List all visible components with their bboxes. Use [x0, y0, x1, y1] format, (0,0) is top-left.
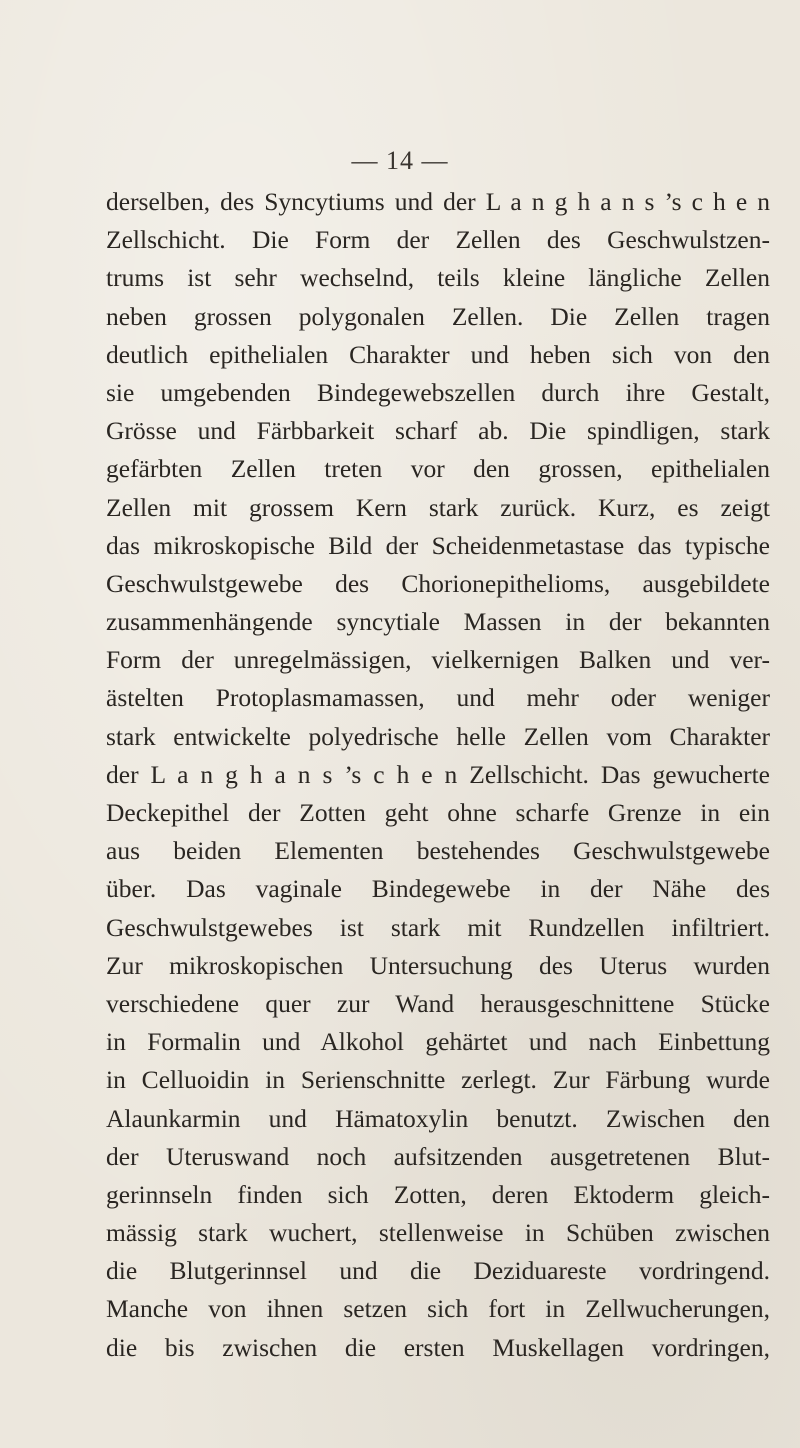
text-line: die Blutgerinnsel und die Deziduareste vordringend.	[106, 1256, 770, 1286]
text-line: trums ist sehr wechselnd, teils kleine längliche Zellen	[106, 263, 770, 293]
text-line: Zellschicht. Die Form der Zellen des Geschwulstzen-	[106, 225, 770, 255]
page-number: — 14 —	[351, 146, 449, 175]
text-line: sie umgebenden Bindegewebszellen durch ihre Gestalt,	[106, 377, 770, 407]
text-line: mässig stark wuchert, stellenweise in Schüben zwischen	[106, 1218, 770, 1248]
text-line: ästelten Protoplasmamassen, und mehr oder weniger	[106, 683, 770, 713]
text-line: zusammenhängende syncytiale Massen in der bekannten	[106, 607, 770, 637]
body-text	[106, 183, 770, 1367]
text-line: deutlich epithelialen Charakter und heben sich von den	[106, 339, 770, 369]
text-line: verschiedene quer zur Wand herausgeschnittene Stücke	[106, 988, 770, 1018]
text-line: Zur mikroskopischen Untersuchung des Uterus wurden	[106, 950, 770, 980]
text-line: aus beiden Elementen bestehendes Geschwulstgewebe	[106, 836, 770, 866]
text-line: der Uteruswand noch aufsitzenden ausgetretenen Blut-	[106, 1141, 770, 1171]
text-line: Alaunkarmin und Hämatoxylin benutzt. Zwischen den	[106, 1103, 770, 1133]
text-line: die bis zwischen die ersten Muskellagen vordringen,	[106, 1332, 770, 1362]
text-line: Deckepithel der Zotten geht ohne scharfe Grenze in ein	[106, 798, 770, 827]
text-line: der L a n g h a n s ’s c h e n Zellschicht. Das gewucherte	[106, 759, 770, 789]
text-line: Manche von ihnen setzen sich fort in Zellwucherungen,	[106, 1294, 770, 1324]
text-line: neben grossen polygonalen Zellen. Die Zellen tragen	[106, 301, 770, 331]
text-line: stark entwickelte polyedrische helle Zellen vom Charakter	[106, 721, 770, 751]
text-line: Geschwulstgewebe des Chorionepithelioms, ausgebildete	[106, 568, 770, 598]
text-line: Geschwulstgewebes ist stark mit Rundzellen infiltriert.	[106, 912, 770, 942]
text-line: in Celluoidin in Serienschnitte zerlegt. Zur Färbung wurde	[106, 1065, 770, 1095]
text-line: Zellen mit grossem Kern stark zurück. Kurz, es zeigt	[106, 492, 770, 522]
text-line: gefärbten Zellen treten vor den grossen, epithelialen	[106, 454, 770, 484]
text-line: über. Das vaginale Bindegewebe in der Nähe des	[106, 874, 770, 904]
text-line: Form der unregelmässigen, vielkernigen Balken und ver-	[106, 645, 770, 675]
text-line: das mikroskopische Bild der Scheidenmetastase das typische	[106, 530, 770, 560]
text-line: gerinnseln finden sich Zotten, deren Ektoderm gleich-	[106, 1179, 770, 1209]
text-line: derselben, des Syncytiums und der L a n g h a n s ’s c h e n	[106, 187, 770, 216]
text-line: in Formalin und Alkohol gehärtet und nach Einbettung	[106, 1027, 770, 1057]
text-line: Grösse und Färbbarkeit scharf ab. Die spindligen, stark	[106, 416, 770, 446]
